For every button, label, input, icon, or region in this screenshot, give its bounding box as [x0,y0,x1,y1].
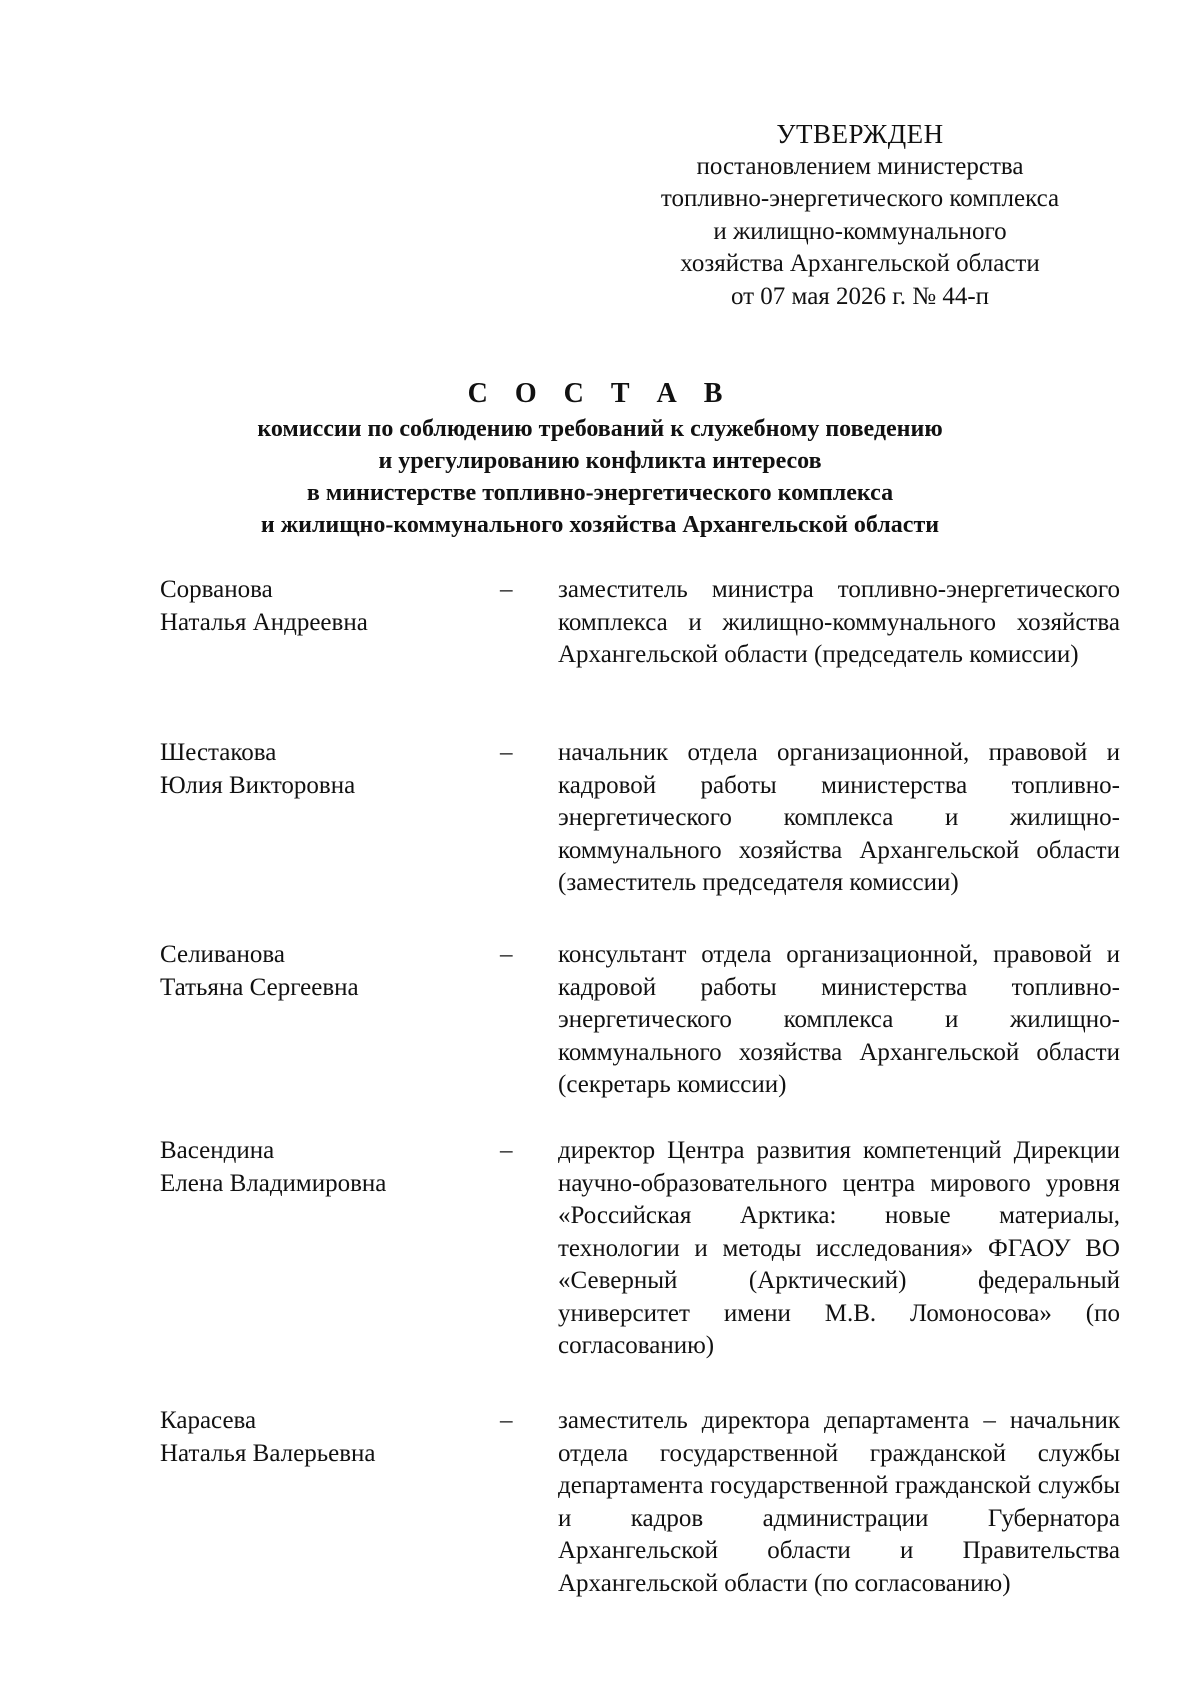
member-given-names: Елена Владимировна [160,1169,387,1197]
member-dash: – [500,739,513,766]
approval-line: хозяйства Архангельской области [680,250,1040,277]
member-dash: – [500,941,513,968]
member-surname: Васендина [160,1137,275,1164]
member-row [160,1135,1120,1405]
member-given-names: Наталья Валерьевна [160,1439,376,1467]
member-surname: Карасева [160,1407,257,1434]
member-position: заместитель министра топливно-энергетического комплекса и жилищно-коммунального хозяйства Архангельской области (председатель комиссии) [558,576,1120,668]
commission-members-list [160,574,1120,1600]
member-dash: – [500,1137,513,1164]
member-row [160,574,1120,737]
member-given-names: Юлия Викторовна [160,771,356,799]
document-subtitle-line: в министерстве топливно-энергетического комплекса [306,480,894,506]
approval-stamp [600,118,1120,313]
member-dash: – [500,1407,513,1434]
approval-line: и жилищно-коммунального [713,217,1007,245]
approval-heading: УТВЕРЖДЕН [776,119,944,149]
member-dash: – [500,576,513,603]
approval-line: постановлением министерства [696,152,1024,180]
member-surname: Селиванова [160,941,285,968]
member-surname: Шестакова [160,739,277,766]
member-name [160,1135,500,1200]
document-title: С О С Т А В [467,378,733,409]
member-name [160,737,500,802]
member-position: консультант отдела организационной, правовой и кадровой работы министерства топливно-энергетического комплекса и жилищно-коммунального хозяйства Архангельской области (секретарь комиссии) [558,941,1120,1098]
member-position: директор Центра развития компетенций Дирекции научно-образовательного центра мирового уровня «Российская Арктика: новые материалы, технологии и методы исследования» ФГАОУ ВО «Северный (Арктический) федеральный университет имени М.В. Ломоносова» (по согласованию) [558,1137,1120,1359]
member-position: начальник отдела организационной, правовой и кадровой работы министерства топливно-энергетического комплекса и жилищно-коммунального хозяйства Архангельской области (заместитель председателя комиссии) [558,739,1120,896]
member-given-names: Наталья Андреевна [160,608,368,636]
approval-line: топливно-энергетического комплекса [660,185,1060,212]
member-name [160,574,500,639]
document-title-block [150,375,1050,541]
document-subtitle-line: и жилищно-коммунального хозяйства Архангельской области [260,512,940,538]
document-subtitle-line: комиссии по соблюдению требований к служебному поведению [257,416,943,442]
member-position: заместитель директора департамента – начальник отдела государственной гражданской службы департамента государственной гражданской службы и кадров администрации Губернатора Архангельской области и Правительства Архангельской области (по согласованию) [558,1407,1120,1597]
document-subtitle-line: и урегулированию конфликта интересов [378,448,822,474]
member-row [160,737,1120,939]
member-row [160,1405,1120,1600]
member-name [160,1405,500,1470]
approval-date-number: от 07 мая 2026 г. № 44-п [730,282,990,310]
member-name [160,939,500,1004]
member-given-names: Татьяна Сергеевна [160,973,359,1001]
member-row [160,939,1120,1135]
member-surname: Сорванова [160,576,273,603]
